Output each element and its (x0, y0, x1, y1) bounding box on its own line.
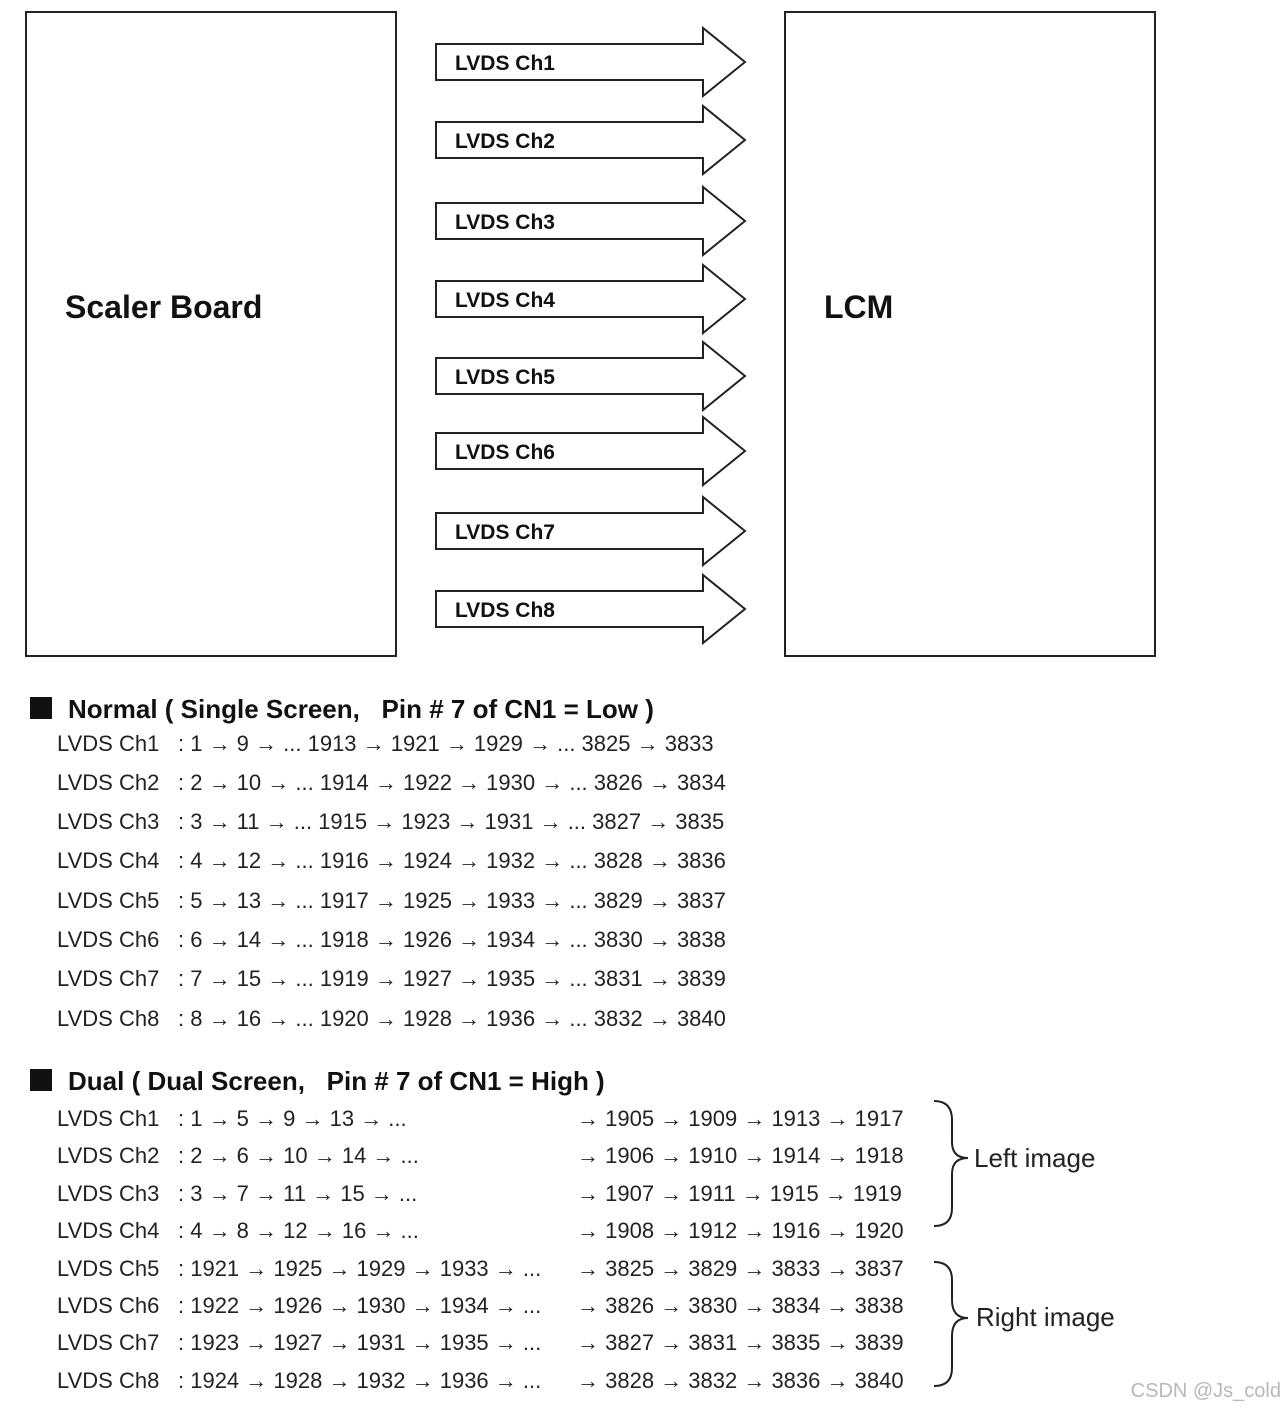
normal-row-label: LVDS Ch8 (57, 1006, 160, 1031)
left-image-brace (934, 1101, 968, 1226)
channel-arrow-label: LVDS Ch2 (455, 130, 555, 153)
right-image-brace (934, 1262, 968, 1386)
watermark: CSDN @Js_cold (1130, 1380, 1281, 1402)
normal-mode-heading-text: Normal ( Single Screen, Pin # 7 of CN1 = Low ) (68, 694, 654, 724)
dual-row-start: : 2 → 6 → 10 → 14 → ... (178, 1143, 419, 1168)
normal-row-sequence: : 1 → 9 → ... 1913 → 1921 → 1929 → ... 3825 → 3833 (178, 731, 714, 756)
dual-row-start: : 3 → 7 → 11 → 15 → ... (178, 1181, 418, 1206)
dual-row-label: LVDS Ch5 (57, 1256, 160, 1281)
dual-row-start: : 1922 → 1926 → 1930 → 1934 → ... (178, 1293, 542, 1318)
lcm-label: LCM (824, 289, 894, 325)
right-image-label: Right image (976, 1302, 1115, 1332)
channel-arrow-label: LVDS Ch4 (455, 289, 555, 312)
normal-row-sequence: : 3 → 11 → ... 1915 → 1923 → 1931 → ... 3827 → 3835 (178, 809, 725, 834)
normal-row-label: LVDS Ch2 (57, 770, 160, 795)
left-image-label: Left image (974, 1143, 1096, 1173)
dual-row-end: → 1905 → 1909 → 1913 → 1917 (577, 1106, 904, 1131)
dual-row-end: → 3825 → 3829 → 3833 → 3837 (577, 1256, 904, 1281)
dual-row-label: LVDS Ch1 (57, 1106, 160, 1131)
normal-row-sequence: : 7 → 15 → ... 1919 → 1927 → 1935 → ... 3831 → 3839 (178, 966, 726, 991)
normal-row-label: LVDS Ch6 (57, 927, 160, 952)
normal-row-sequence: : 8 → 16 → ... 1920 → 1928 → 1936 → ... 3832 → 3840 (178, 1006, 726, 1031)
normal-row-label: LVDS Ch1 (57, 731, 160, 756)
dual-row-label: LVDS Ch8 (57, 1368, 160, 1393)
channel-arrow-label: LVDS Ch1 (455, 52, 555, 75)
channel-arrow-label: LVDS Ch5 (455, 366, 555, 389)
dual-row-label: LVDS Ch4 (57, 1218, 160, 1243)
dual-row-end: → 1908 → 1912 → 1916 → 1920 (577, 1218, 904, 1243)
channel-arrow-label: LVDS Ch8 (455, 599, 555, 622)
dual-row-start: : 1924 → 1928 → 1932 → 1936 → ... (178, 1368, 542, 1393)
dual-row-label: LVDS Ch2 (57, 1143, 160, 1168)
scaler-board-label: Scaler Board (65, 289, 263, 325)
dual-row-start: : 1921 → 1925 → 1929 → 1933 → ... (178, 1256, 542, 1281)
normal-row-label: LVDS Ch5 (57, 888, 160, 913)
dual-row-start: : 1 → 5 → 9 → 13 → ... (178, 1106, 407, 1131)
normal-row-sequence: : 6 → 14 → ... 1918 → 1926 → 1934 → ... 3830 → 3838 (178, 927, 726, 952)
dual-row-label: LVDS Ch6 (57, 1293, 160, 1318)
dual-row-label: LVDS Ch3 (57, 1181, 160, 1206)
dual-row-label: LVDS Ch7 (57, 1330, 160, 1355)
normal-row-sequence: : 5 → 13 → ... 1917 → 1925 → 1933 → ... 3829 → 3837 (178, 888, 726, 913)
dual-row-end: → 3827 → 3831 → 3835 → 3839 (577, 1330, 904, 1355)
normal-row-sequence: : 2 → 10 → ... 1914 → 1922 → 1930 → ... 3826 → 3834 (178, 770, 726, 795)
channel-arrow-label: LVDS Ch3 (455, 211, 555, 234)
dual-row-start: : 4 → 8 → 12 → 16 → ... (178, 1218, 419, 1243)
dual-row-end: → 3826 → 3830 → 3834 → 3838 (577, 1293, 904, 1318)
dual-row-end: → 1906 → 1910 → 1914 → 1918 (577, 1143, 904, 1168)
dual-row-start: : 1923 → 1927 → 1931 → 1935 → ... (178, 1330, 542, 1355)
normal-row-label: LVDS Ch3 (57, 809, 160, 834)
dual-mode-heading-text: Dual ( Dual Screen, Pin # 7 of CN1 = High ) (68, 1066, 605, 1096)
dual-row-end: → 1907 → 1911 → 1915 → 1919 (577, 1181, 902, 1206)
normal-row-sequence: : 4 → 12 → ... 1916 → 1924 → 1932 → ... 3828 → 3836 (178, 848, 726, 873)
normal-row-label: LVDS Ch7 (57, 966, 160, 991)
normal-row-label: LVDS Ch4 (57, 848, 160, 873)
dual-row-end: → 3828 → 3832 → 3836 → 3840 (577, 1368, 904, 1393)
channel-arrow-label: LVDS Ch7 (455, 521, 555, 544)
channel-arrow-label: LVDS Ch6 (455, 441, 555, 464)
